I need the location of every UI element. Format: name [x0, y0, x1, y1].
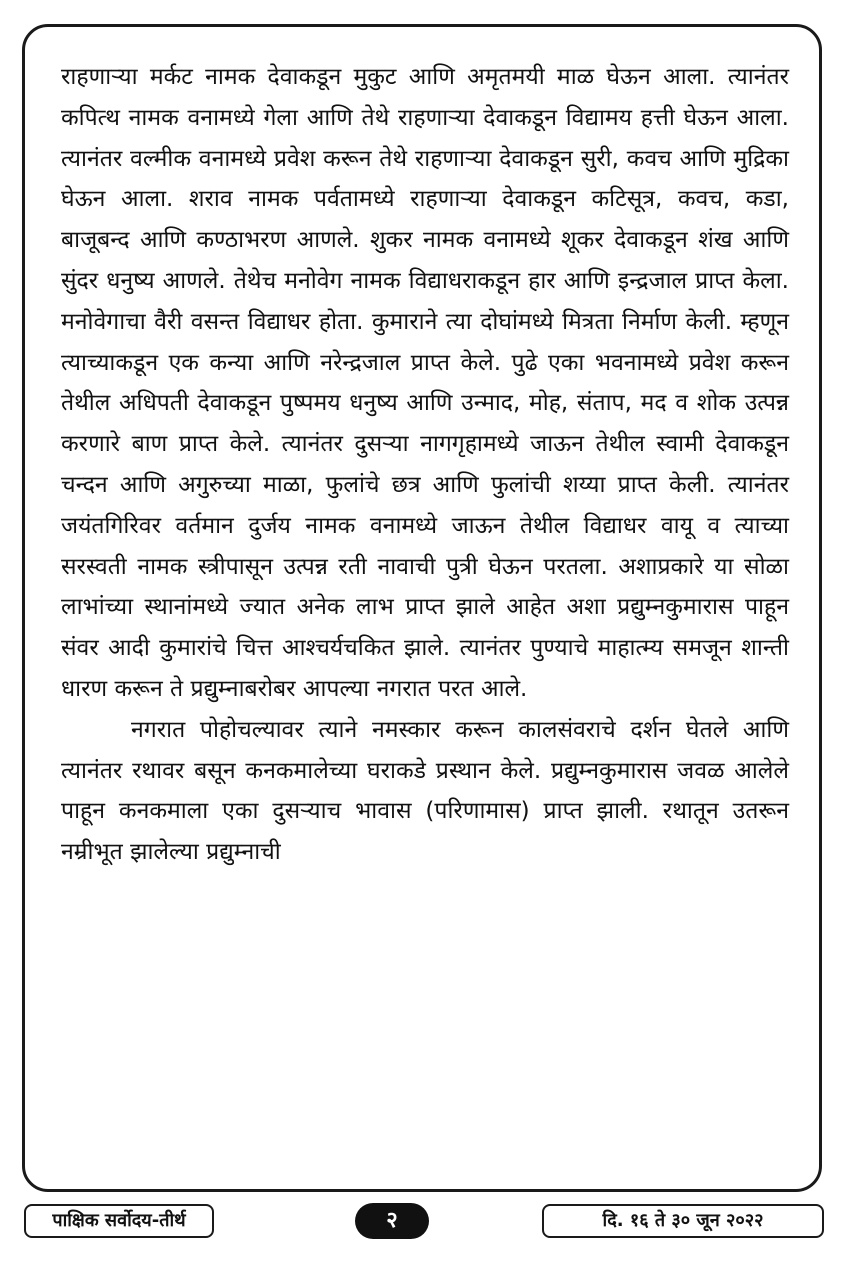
issue-date: दि. १६ ते ३० जून २०२२	[542, 1204, 824, 1238]
publication-name: पाक्षिक सर्वोदय-तीर्थ	[24, 1204, 214, 1238]
paragraph-2: नगरात पोहोचल्यावर त्याने नमस्कार करून कालसंवराचे दर्शन घेतले आणि त्यानंतर रथावर बसून कनकमालेच्या घराकडे प्रस्थान केले. प्रद्युम्नकुमारास जवळ आलेले पाहून कनकमाला एका दुसऱ्याच भावास (परिणामास) प्राप्त झाली. रथातून उतरून नम्रीभूत झालेल्या प्रद्युम्नाची	[61, 716, 789, 866]
page-number-badge: २	[355, 1203, 429, 1239]
paragraph-1: राहणाऱ्या मर्कट नामक देवाकडून मुकुट आणि अमृतमयी माळ घेऊन आला. त्यानंतर कपित्थ नामक वनामध्ये गेला आणि तेथे राहणाऱ्या देवाकडून विद्यामय हत्ती घेऊन आला. त्यानंतर वल्मीक वनामध्ये प्रवेश करून तेथे राहणाऱ्या देवाकडून सुरी, कवच आणि मुद्रिका घेऊन आला. शराव नामक पर्वतामध्ये राहणाऱ्या देवाकडून कटिसूत्र, कवच, कडा, बाजूबन्द आणि कण्ठाभरण आणले. शुकर नामक वनामध्ये शूकर देवाकडून शंख आणि सुंदर धनुष्य आणले. तेथेच मनोवेग नामक विद्याधराकडून हार आणि इन्द्रजाल प्राप्त केला. मनोवेगाचा वैरी वसन्त विद्याधर होता. कुमाराने त्या दोघांमध्ये मित्रता निर्माण केली. म्हणून त्याच्याकडून एक कन्या आणि नरेन्द्रजाल प्राप्त केले. पुढे एका भवनामध्ये प्रवेश करून तेथील अधिपती देवाकडून पुष्पमय धनुष्य आणि उन्माद, मोह, संताप, मद व शोक उत्पन्न करणारे बाण प्राप्त केले. त्यानंतर दुसऱ्या नागगृहामध्ये जाऊन तेथील स्वामी देवाकडून चन्दन आणि अगुरुच्या माळा, फुलांचे छत्र आणि फुलांची शय्या प्राप्त केली. त्यानंतर जयंतगिरिवर वर्तमान दुर्जय नामक वनामध्ये जाऊन तेथील विद्याधर वायू व त्याच्या सरस्वती नामक स्त्रीपासून उत्पन्न रती नावाची पुत्री घेऊन परतला. अशाप्रकारे या सोळा लाभांच्या स्थानांमध्ये ज्यात अनेक लाभ प्राप्त झाले आहेत अशा प्रद्युम्नकुमारास पाहून संवर आदी कुमारांचे चित्त आश्चर्यचकित झाले. त्यानंतर पुण्याचे माहात्म्य समजून शान्ती धारण करून ते प्रद्युम्नाबरोबर आपल्या नगरात परत आले.	[61, 64, 789, 702]
page-footer	[0, 1202, 850, 1242]
article-body	[61, 57, 789, 873]
page-content-frame	[22, 24, 822, 1192]
